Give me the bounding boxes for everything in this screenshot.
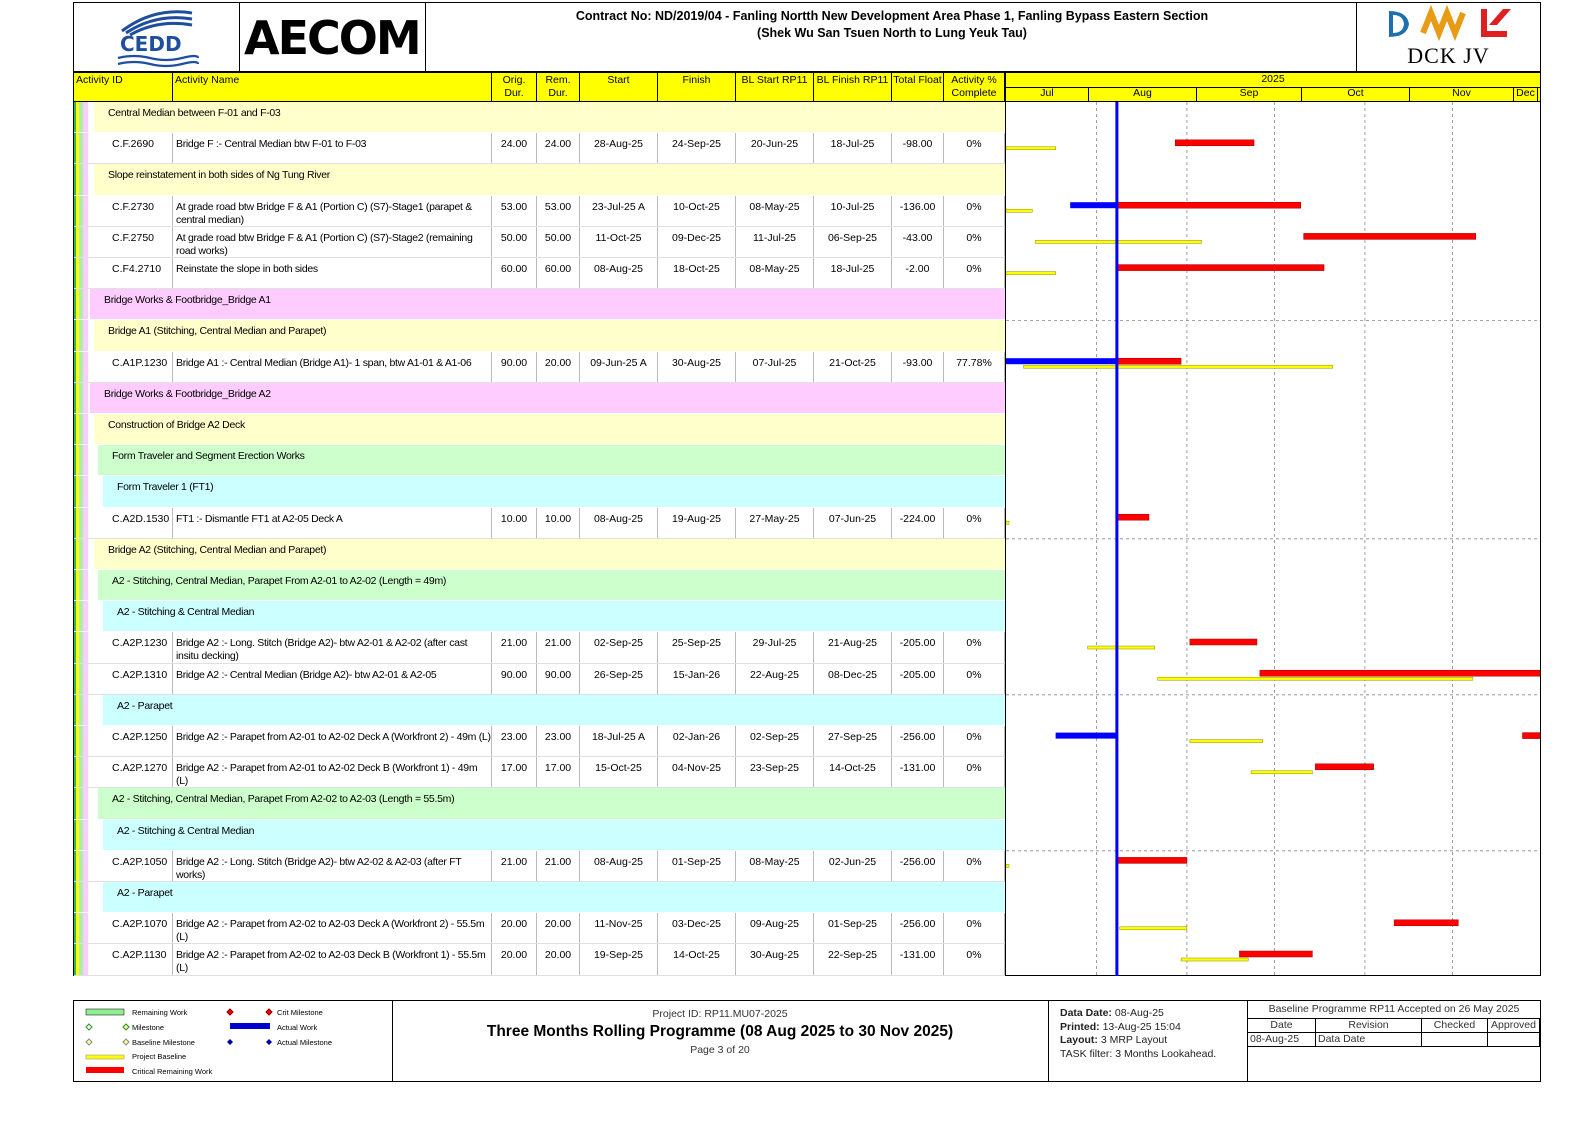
bl-start-cell: 29-Jul-25 <box>736 632 814 662</box>
rem-dur-cell: 10.00 <box>537 508 580 538</box>
bl-start-cell: 08-May-25 <box>736 851 814 881</box>
timescale-year: 2025 <box>1006 73 1540 88</box>
bl-start-cell: 30-Aug-25 <box>736 944 814 974</box>
baseline-bar <box>1251 771 1312 774</box>
critical-work-bar <box>1239 951 1312 957</box>
activity-name-cell: Bridge A1 :- Central Median (Bridge A1)- 1 span, btw A1-01 & A1-06 <box>173 352 492 382</box>
finish-cell: 19-Aug-25 <box>658 508 736 538</box>
orig-dur-cell: 20.00 <box>492 944 537 974</box>
gantt-timescale <box>1005 72 1541 102</box>
wbs-group-label: Bridge A1 (Stitching, Central Median and Parapet) <box>108 325 327 338</box>
bl-start-cell: 20-Jun-25 <box>736 133 814 163</box>
contract-title <box>426 3 1358 72</box>
bl-finish-cell: 08-Dec-25 <box>814 664 892 694</box>
finish-cell: 02-Jan-26 <box>658 726 736 756</box>
revision-block <box>1248 1001 1540 1081</box>
finish-cell: 04-Nov-25 <box>658 757 736 787</box>
aecom-logo <box>240 3 426 72</box>
start-cell: 26-Sep-25 <box>580 664 658 694</box>
task-filter: TASK filter: 3 Months Lookahead. <box>1060 1047 1217 1060</box>
critical-work-bar <box>1117 514 1149 520</box>
programme-title: Three Months Rolling Programme (08 Aug 2025 to 30 Nov 2025) <box>486 1023 954 1040</box>
pct-complete-cell: 0% <box>944 258 1005 288</box>
bl-finish-cell: 18-Jul-25 <box>814 258 892 288</box>
activity-row[interactable] <box>74 851 1005 882</box>
activity-name-cell: Bridge A2 :- Parapet from A2-01 to A2-02 Deck A (Workfront 2) - 49m (L) <box>173 726 492 756</box>
activity-row[interactable] <box>74 913 1005 944</box>
activity-id-cell: C.F.2690 <box>100 133 173 163</box>
wbs-group-label: Bridge A2 (Stitching, Central Median and Parapet) <box>108 543 327 556</box>
wbs-group-row[interactable] <box>74 539 1005 570</box>
bl-finish-cell: 07-Jun-25 <box>814 508 892 538</box>
total-float-cell: -205.00 <box>892 664 944 694</box>
activity-name-cell: Bridge A2 :- Parapet from A2-02 to A2-03 Deck A (Workfront 2) - 55.5m (L) <box>173 913 492 943</box>
activity-name-cell: Bridge A2 :- Parapet from A2-01 to A2-02 Deck B (Workfront 1) - 49m (L) <box>173 757 492 787</box>
baseline-bar <box>1006 147 1056 150</box>
activity-name-cell: Bridge A2 :- Parapet from A2-02 to A2-03 Deck B (Workfront 1) - 55.5m (L) <box>173 944 492 974</box>
bl-start-cell: 02-Sep-25 <box>736 726 814 756</box>
finish-cell: 30-Aug-25 <box>658 352 736 382</box>
baseline-bar <box>1181 958 1248 961</box>
actual-work-bar <box>1006 358 1117 364</box>
baseline-accepted: Baseline Programme RP11 Accepted on 26 May 2025 <box>1268 1003 1520 1015</box>
total-float-cell: -93.00 <box>892 352 944 382</box>
legend-crit-milestone-icon <box>227 1009 233 1015</box>
activity-name-cell: FT1 :- Dismantle FT1 at A2-05 Deck A <box>173 508 492 538</box>
wbs-group-label: A2 - Stitching, Central Median, Parapet From A2-01 to A2-02 (Length = 49m) <box>112 575 447 587</box>
total-float-cell: -205.00 <box>892 632 944 662</box>
activity-name-cell: Reinstate the slope in both sides <box>173 258 492 288</box>
wbs-group-row[interactable] <box>74 383 1005 414</box>
legend-baseline-label: Project Baseline <box>132 1052 187 1061</box>
legend-baseline-milestone-icon <box>86 1039 92 1045</box>
baseline-bar <box>1190 740 1263 743</box>
total-float-cell: -131.00 <box>892 944 944 974</box>
start-cell: 09-Jun-25 A <box>580 352 658 382</box>
bl-start-cell: 22-Aug-25 <box>736 664 814 694</box>
wbs-group-label: A2 - Parapet <box>117 699 173 712</box>
activity-name-cell: Bridge A2 :- Long. Stitch (Bridge A2)- btw A2-02 & A2-03 (after FT works) <box>173 851 492 881</box>
activity-id-cell: C.A2P.1250 <box>100 726 173 756</box>
critical-work-bar <box>1522 733 1540 739</box>
finish-cell: 03-Dec-25 <box>658 913 736 943</box>
wbs-group-row[interactable] <box>74 788 1005 819</box>
activity-row[interactable] <box>74 508 1005 539</box>
cedd-logo <box>74 3 240 72</box>
rev-header-approved: Approved <box>1488 1018 1540 1032</box>
cedd-logo-text: CEDD <box>120 32 182 56</box>
col-bl-finish[interactable]: BL Finish RP11 <box>814 73 892 101</box>
orig-dur-cell: 90.00 <box>492 352 537 382</box>
bl-finish-cell: 01-Sep-25 <box>814 913 892 943</box>
baseline-bar <box>1158 677 1473 680</box>
activity-id-cell: C.A2P.1310 <box>100 664 173 694</box>
wbs-group-row[interactable] <box>74 445 1005 476</box>
bl-finish-cell: 27-Sep-25 <box>814 726 892 756</box>
critical-work-bar <box>1175 140 1254 146</box>
activity-row[interactable] <box>74 726 1005 757</box>
bl-start-cell: 23-Sep-25 <box>736 757 814 787</box>
activity-table <box>73 102 1006 976</box>
critical-work-bar <box>1117 358 1181 364</box>
total-float-cell: -224.00 <box>892 508 944 538</box>
bl-finish-cell: 22-Sep-25 <box>814 944 892 974</box>
wbs-group-row[interactable] <box>74 695 1005 726</box>
finish-cell: 24-Sep-25 <box>658 133 736 163</box>
activity-id-cell: C.F.2730 <box>100 196 173 226</box>
activity-name-cell: Bridge F :- Central Median btw F-01 to F-03 <box>173 133 492 163</box>
total-float-cell: -43.00 <box>892 227 944 257</box>
legend-remaining-swatch <box>86 1009 124 1015</box>
orig-dur-cell: 23.00 <box>492 726 537 756</box>
dck-jv-logo <box>1356 3 1540 72</box>
timescale-month: Jul <box>1006 87 1089 101</box>
legend-remaining-label: Remaining Work <box>132 1008 188 1017</box>
legend-critical-label: Critical Remaining Work <box>132 1067 213 1076</box>
rev-checked <box>1422 1032 1488 1047</box>
rem-dur-cell: 21.00 <box>537 851 580 881</box>
start-cell: 19-Sep-25 <box>580 944 658 974</box>
start-cell: 08-Aug-25 <box>580 851 658 881</box>
bl-finish-cell: 02-Jun-25 <box>814 851 892 881</box>
finish-cell: 25-Sep-25 <box>658 632 736 662</box>
start-cell: 18-Jul-25 A <box>580 726 658 756</box>
contract-line: Contract No: ND/2019/04 - Fanling Nortth New Development Area Phase 1, Fanling Bypass Eastern Section <box>575 9 1209 23</box>
col-orig-dur[interactable]: Orig. Dur. <box>492 73 537 101</box>
orig-dur-cell: 60.00 <box>492 258 537 288</box>
start-cell: 11-Nov-25 <box>580 913 658 943</box>
wbs-group-label: A2 - Parapet <box>117 887 173 899</box>
wbs-group-label: Central Median between F-01 and F-03 <box>108 107 281 119</box>
legend <box>74 1001 393 1081</box>
finish-cell: 15-Jan-26 <box>658 664 736 694</box>
wbs-group-label: Bridge Works & Footbridge_Bridge A2 <box>104 387 271 400</box>
legend-milestone-label: Milestone <box>132 1023 165 1032</box>
total-float-cell: -136.00 <box>892 196 944 226</box>
activity-row[interactable] <box>74 944 1005 975</box>
activity-name-cell: Bridge A2 :- Long. Stitch (Bridge A2)- btw A2-01 & A2-02 (after cast insitu decking) <box>173 632 492 662</box>
baseline-bar <box>1006 521 1009 524</box>
orig-dur-cell: 20.00 <box>492 913 537 943</box>
total-float-cell: -2.00 <box>892 258 944 288</box>
pct-complete-cell: 0% <box>944 632 1005 662</box>
wbs-group-row[interactable] <box>74 289 1005 320</box>
rem-dur-cell: 60.00 <box>537 258 580 288</box>
baseline-bar <box>1024 365 1333 368</box>
col-rem-dur[interactable]: Rem. Dur. <box>537 73 580 101</box>
activity-id-cell: C.A2P.1270 <box>100 757 173 787</box>
schedule-sheet <box>73 2 1541 1082</box>
col-start[interactable]: Start <box>580 73 658 101</box>
bl-finish-cell: 10-Jul-25 <box>814 196 892 226</box>
baseline-bar <box>1088 646 1155 649</box>
critical-work-bar <box>1117 202 1301 208</box>
data-date-label: Data Date: <box>1060 1007 1112 1019</box>
wbs-group-row[interactable] <box>74 820 1005 851</box>
start-cell: 28-Aug-25 <box>580 133 658 163</box>
gantt-canvas <box>1006 102 1542 976</box>
rem-dur-cell: 20.00 <box>537 352 580 382</box>
wbs-group-row[interactable] <box>74 164 1005 195</box>
gantt-chart <box>1005 102 1541 976</box>
orig-dur-cell: 50.00 <box>492 227 537 257</box>
rem-dur-cell: 20.00 <box>537 944 580 974</box>
pct-complete-cell: 0% <box>944 508 1005 538</box>
total-float-cell: -131.00 <box>892 757 944 787</box>
rem-dur-cell: 20.00 <box>537 913 580 943</box>
baseline-bar <box>1006 272 1056 275</box>
project-id: Project ID: RP11.MU07-2025 <box>652 1008 788 1020</box>
wbs-group-row[interactable] <box>74 414 1005 445</box>
dck-jv-logo-text: DCK JV <box>1407 43 1490 68</box>
pct-complete-cell: 0% <box>944 726 1005 756</box>
rev-date: 08-Aug-25 <box>1248 1032 1316 1047</box>
bl-finish-cell: 21-Aug-25 <box>814 632 892 662</box>
critical-work-bar <box>1304 233 1476 239</box>
rev-header-revision: Revision <box>1316 1018 1422 1032</box>
pct-complete-cell: 0% <box>944 913 1005 943</box>
col-activity-name[interactable]: Activity Name <box>173 73 492 101</box>
start-cell: 08-Aug-25 <box>580 508 658 538</box>
rev-approved <box>1488 1032 1540 1047</box>
wbs-group-row[interactable] <box>74 882 1005 913</box>
orig-dur-cell: 24.00 <box>492 133 537 163</box>
wbs-group-row[interactable] <box>74 570 1005 601</box>
timescale-month: Aug <box>1089 87 1197 101</box>
col-finish[interactable]: Finish <box>658 73 736 101</box>
critical-work-bar <box>1315 764 1373 770</box>
col-total-float[interactable]: Total Float <box>892 73 944 101</box>
baseline-bar <box>1006 864 1009 867</box>
bl-start-cell: 09-Aug-25 <box>736 913 814 943</box>
wbs-group-label: Slope reinstatement in both sides of Ng Tung River <box>108 169 330 182</box>
layout-value: 3 MRP Layout <box>1100 1034 1168 1046</box>
legend-crit-milestone-label: Crit Milestone <box>277 1008 323 1017</box>
data-date-value: 08-Aug-25 <box>1114 1007 1164 1019</box>
activity-id-cell: C.A2P.1050 <box>100 851 173 881</box>
activity-id-cell: C.A2P.1230 <box>100 632 173 662</box>
pct-complete-cell: 0% <box>944 851 1005 881</box>
pct-complete-cell: 0% <box>944 133 1005 163</box>
orig-dur-cell: 53.00 <box>492 196 537 226</box>
pct-complete-cell: 0% <box>944 944 1005 974</box>
activity-row[interactable] <box>74 133 1005 164</box>
activity-id-cell: C.A2D.1530 <box>100 508 173 538</box>
activity-row[interactable] <box>74 227 1005 258</box>
activity-name-cell: Bridge A2 :- Central Median (Bridge A2)- btw A2-01 & A2-05 <box>173 664 492 694</box>
wbs-group-row[interactable] <box>74 601 1005 632</box>
wbs-group-label: A2 - Stitching & Central Median <box>117 606 255 619</box>
finish-cell: 18-Oct-25 <box>658 258 736 288</box>
col-bl-start[interactable]: BL Start RP11 <box>736 73 814 101</box>
activity-row[interactable] <box>74 352 1005 383</box>
pct-complete-cell: 0% <box>944 227 1005 257</box>
rem-dur-cell: 90.00 <box>537 664 580 694</box>
col-pct-complete[interactable]: Activity % Complete <box>944 73 1005 101</box>
bl-finish-cell: 21-Oct-25 <box>814 352 892 382</box>
wbs-group-label: Bridge Works & Footbridge_Bridge A1 <box>104 294 271 307</box>
rev-header-checked: Checked <box>1422 1018 1488 1032</box>
activity-id-cell: C.F4.2710 <box>100 258 173 288</box>
activity-id-cell: C.F.2750 <box>100 227 173 257</box>
baseline-bar <box>1120 927 1187 930</box>
activity-row[interactable] <box>74 757 1005 788</box>
table-header <box>73 72 1005 102</box>
wbs-group-label: Construction of Bridge A2 Deck <box>108 419 245 431</box>
legend-baseline-milestone-label: Baseline Milestone <box>132 1038 195 1047</box>
layout-label: Layout: <box>1060 1034 1098 1046</box>
activity-id-cell: C.A2P.1070 <box>100 913 173 943</box>
col-activity-id[interactable]: Activity ID <box>74 73 173 101</box>
critical-work-bar <box>1260 670 1540 676</box>
legend-milestone-icon <box>86 1024 92 1030</box>
finish-cell: 09-Dec-25 <box>658 227 736 257</box>
baseline-bar <box>1006 209 1032 212</box>
total-float-cell: -256.00 <box>892 851 944 881</box>
legend-critical-swatch <box>86 1067 124 1073</box>
wbs-group-label: Form Traveler 1 (FT1) <box>117 481 214 494</box>
orig-dur-cell: 10.00 <box>492 508 537 538</box>
orig-dur-cell: 17.00 <box>492 757 537 787</box>
wbs-group-label: A2 - Stitching & Central Median <box>117 824 255 837</box>
finish-cell: 14-Oct-25 <box>658 944 736 974</box>
bl-start-cell: 07-Jul-25 <box>736 352 814 382</box>
contract-subline: (Shek Wu San Tsuen North to Lung Yeuk Tau) <box>757 26 1027 40</box>
critical-work-bar <box>1117 857 1187 863</box>
page-footer <box>73 1000 1541 1082</box>
start-cell: 02-Sep-25 <box>580 632 658 662</box>
orig-dur-cell: 90.00 <box>492 664 537 694</box>
wbs-group-label: A2 - Stitching, Central Median, Parapet From A2-02 to A2-03 (Length = 55.5m) <box>112 793 455 806</box>
start-cell: 08-Aug-25 <box>580 258 658 288</box>
actual-work-bar <box>1070 202 1117 208</box>
rem-dur-cell: 53.00 <box>537 196 580 226</box>
bl-start-cell: 08-May-25 <box>736 258 814 288</box>
activity-row[interactable] <box>74 196 1005 227</box>
activity-id-cell: C.A2P.1130 <box>100 944 173 974</box>
finish-cell: 01-Sep-25 <box>658 851 736 881</box>
bl-finish-cell: 06-Sep-25 <box>814 227 892 257</box>
timescale-month: Oct <box>1302 87 1410 101</box>
footer-title-block <box>392 1001 1049 1081</box>
wbs-group-row[interactable] <box>74 102 1005 133</box>
bl-start-cell: 11-Jul-25 <box>736 227 814 257</box>
pct-complete-cell: 0% <box>944 196 1005 226</box>
page-header <box>73 2 1541 72</box>
wbs-group-row[interactable] <box>74 476 1005 507</box>
activity-row[interactable] <box>74 258 1005 289</box>
activity-name-cell: At grade road btw Bridge F & A1 (Portion C) (S7)-Stage1 (parapet & central median) <box>173 196 492 226</box>
rem-dur-cell: 17.00 <box>537 757 580 787</box>
activity-row[interactable] <box>74 632 1005 663</box>
rev-revision: Data Date <box>1316 1032 1422 1047</box>
wbs-group-label: Form Traveler and Segment Erection Works <box>112 450 305 463</box>
critical-work-bar <box>1190 639 1257 645</box>
activity-name-cell: At grade road btw Bridge F & A1 (Portion C) (S7)-Stage2 (remaining road works) <box>173 227 492 257</box>
orig-dur-cell: 21.00 <box>492 632 537 662</box>
rem-dur-cell: 50.00 <box>537 227 580 257</box>
total-float-cell: -256.00 <box>892 913 944 943</box>
finish-cell: 10-Oct-25 <box>658 196 736 226</box>
start-cell: 11-Oct-25 <box>580 227 658 257</box>
actual-work-bar <box>1056 733 1117 739</box>
critical-work-bar <box>1394 920 1458 926</box>
page-number: Page 3 of 20 <box>690 1044 750 1056</box>
printed-value: 13-Aug-25 15:04 <box>1102 1020 1181 1033</box>
rev-header-date: Date <box>1248 1018 1316 1032</box>
bl-start-cell: 08-May-25 <box>736 196 814 226</box>
critical-work-bar <box>1117 265 1324 271</box>
bl-finish-cell: 18-Jul-25 <box>814 133 892 163</box>
start-cell: 15-Oct-25 <box>580 757 658 787</box>
rem-dur-cell: 24.00 <box>537 133 580 163</box>
timescale-month: Dec <box>1514 87 1538 101</box>
legend-actual-milestone-icon <box>227 1039 233 1045</box>
legend-actual-milestone-label: Actual Milestone <box>277 1038 333 1047</box>
legend-baseline-swatch <box>86 1055 124 1059</box>
rem-dur-cell: 21.00 <box>537 632 580 662</box>
wbs-group-row[interactable] <box>74 320 1005 351</box>
legend-actual-swatch <box>230 1023 270 1029</box>
print-info <box>1048 1001 1248 1081</box>
activity-id-cell: C.A1P.1230 <box>100 352 173 382</box>
orig-dur-cell: 21.00 <box>492 851 537 881</box>
bl-start-cell: 27-May-25 <box>736 508 814 538</box>
pct-complete-cell: 0% <box>944 757 1005 787</box>
pct-complete-cell: 77.78% <box>944 352 1005 382</box>
pct-complete-cell: 0% <box>944 664 1005 694</box>
total-float-cell: -256.00 <box>892 726 944 756</box>
aecom-logo-text: AECOM <box>244 11 420 65</box>
legend-actual-label: Actual Work <box>277 1023 318 1032</box>
bl-finish-cell: 14-Oct-25 <box>814 757 892 787</box>
timescale-month: Sep <box>1197 87 1302 101</box>
start-cell: 23-Jul-25 A <box>580 196 658 226</box>
activity-row[interactable] <box>74 664 1005 695</box>
rem-dur-cell: 23.00 <box>537 726 580 756</box>
timescale-month: Nov <box>1410 87 1514 101</box>
total-float-cell: -98.00 <box>892 133 944 163</box>
printed-label: Printed: <box>1060 1020 1100 1033</box>
